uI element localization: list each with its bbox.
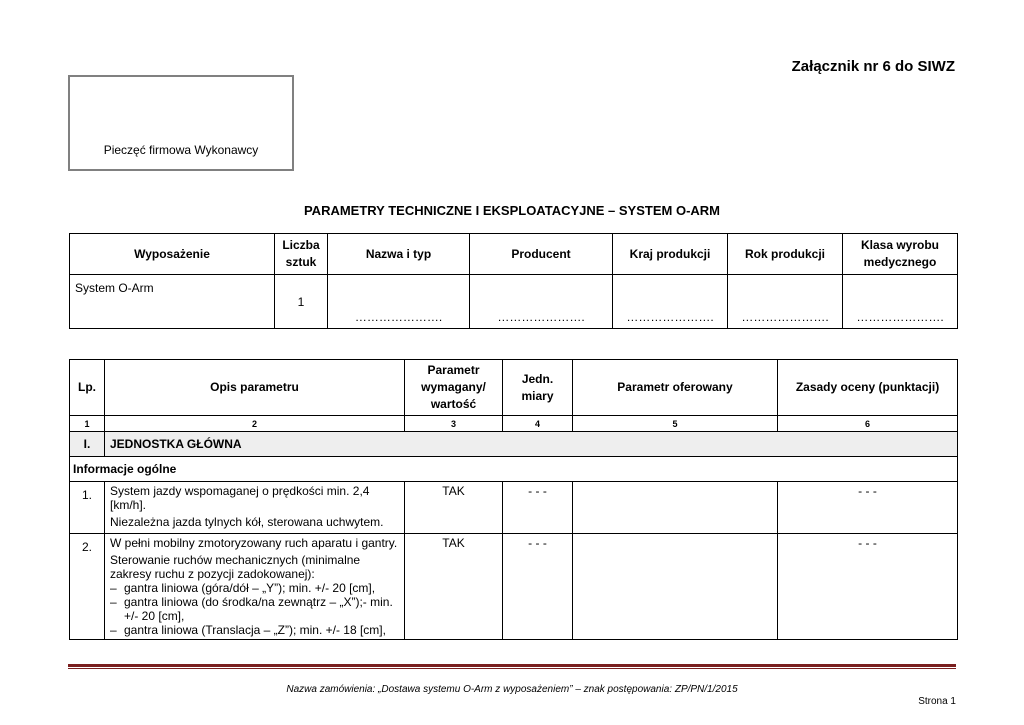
column-number: 3 — [405, 416, 503, 432]
table-row — [70, 482, 958, 534]
header-year: Rok produkcji — [728, 234, 843, 275]
equipment-class-field[interactable]: …………………. — [843, 275, 958, 329]
header-equipment: Wyposażenie — [70, 234, 275, 275]
document-title: PARAMETRY TECHNICZNE I EKSPLOATACYJNE – SYSTEM O-ARM — [303, 203, 721, 218]
header-device-class: Klasa wyrobu medycznego — [843, 234, 958, 275]
header-unit: Jedn. miary — [503, 360, 573, 416]
range-list — [110, 581, 399, 637]
equipment-qty: 1 — [275, 275, 328, 329]
header-scoring: Zasady oceny (punktacji) — [778, 360, 958, 416]
column-number: 1 — [70, 416, 105, 432]
column-number: 2 — [105, 416, 405, 432]
annex-label: Załącznik nr 6 do SIWZ — [791, 58, 955, 75]
section-number: I. — [70, 432, 105, 457]
company-stamp-box — [68, 75, 294, 171]
footer-divider — [68, 664, 956, 667]
equipment-type-field[interactable]: …………………. — [328, 275, 470, 329]
row-description — [105, 534, 405, 640]
equipment-table — [69, 233, 958, 329]
header-offered: Parametr oferowany — [573, 360, 778, 416]
row-lp: 1. — [70, 482, 105, 534]
footer-divider-thin — [68, 668, 956, 669]
footer-order-name: Nazwa zamówienia: „Dostawa systemu O-Arm z wyposażeniem” – znak postępowania: ZP/PN/1/2015 — [286, 684, 738, 695]
column-numbers-row — [70, 416, 958, 432]
equipment-header-row — [70, 234, 958, 275]
section-row — [70, 432, 958, 457]
row-offered-field[interactable] — [573, 482, 778, 534]
column-number: 6 — [778, 416, 958, 432]
row-description — [105, 482, 405, 534]
row-unit: - - - — [503, 534, 573, 640]
stamp-label: Pieczęć firmowa Wykonawcy — [103, 143, 259, 157]
list-item: – gantra liniowa (góra/dół – „Y”); min. +/- 20 [cm], — [110, 581, 399, 595]
header-quantity: Liczba sztuk — [275, 234, 328, 275]
table-row — [70, 534, 958, 640]
row-required: TAK — [405, 534, 503, 640]
equipment-producer-field[interactable]: …………………. — [470, 275, 613, 329]
info-label: Informacje ogólne — [70, 457, 958, 482]
description-line: Sterowanie ruchów mechanicznych (minimalne zakresy ruchu z pozycji zadokowanej): — [110, 553, 361, 581]
list-item: – gantra liniowa (do środka/na zewnątrz – „X”);- min. +/- 20 [cm], — [110, 595, 399, 623]
parameters-header-row — [70, 360, 958, 416]
header-name-type: Nazwa i typ — [328, 234, 470, 275]
header-producer: Producent — [470, 234, 613, 275]
row-scoring: - - - — [778, 482, 958, 534]
row-scoring: - - - — [778, 534, 958, 640]
page-number: Strona 1 — [918, 696, 956, 707]
equipment-name: System O-Arm — [70, 275, 275, 329]
description-line: System jazdy wspomaganej o prędkości min. 2,4 [km/h]. — [110, 484, 370, 512]
info-row — [70, 457, 958, 482]
description-line: Niezależna jazda tylnych kół, sterowana uchwytem. — [110, 515, 384, 529]
list-item: – gantra liniowa (Translacja – „Z”); min. +/- 18 [cm], — [110, 623, 399, 637]
equipment-year-field[interactable]: …………………. — [728, 275, 843, 329]
header-description: Opis parametru — [105, 360, 405, 416]
header-required: Parametr wymagany/ wartość — [405, 360, 503, 416]
description-line: W pełni mobilny zmotoryzowany ruch aparatu i gantry. — [110, 536, 398, 550]
header-lp: Lp. — [70, 360, 105, 416]
section-label: JEDNOSTKA GŁÓWNA — [105, 432, 958, 457]
row-unit: - - - — [503, 482, 573, 534]
equipment-country-field[interactable]: …………………. — [613, 275, 728, 329]
equipment-row — [70, 275, 958, 329]
row-lp: 2. — [70, 534, 105, 640]
header-country: Kraj produkcji — [613, 234, 728, 275]
row-required: TAK — [405, 482, 503, 534]
column-number: 5 — [573, 416, 778, 432]
row-offered-field[interactable] — [573, 534, 778, 640]
column-number: 4 — [503, 416, 573, 432]
parameters-table — [69, 359, 958, 640]
